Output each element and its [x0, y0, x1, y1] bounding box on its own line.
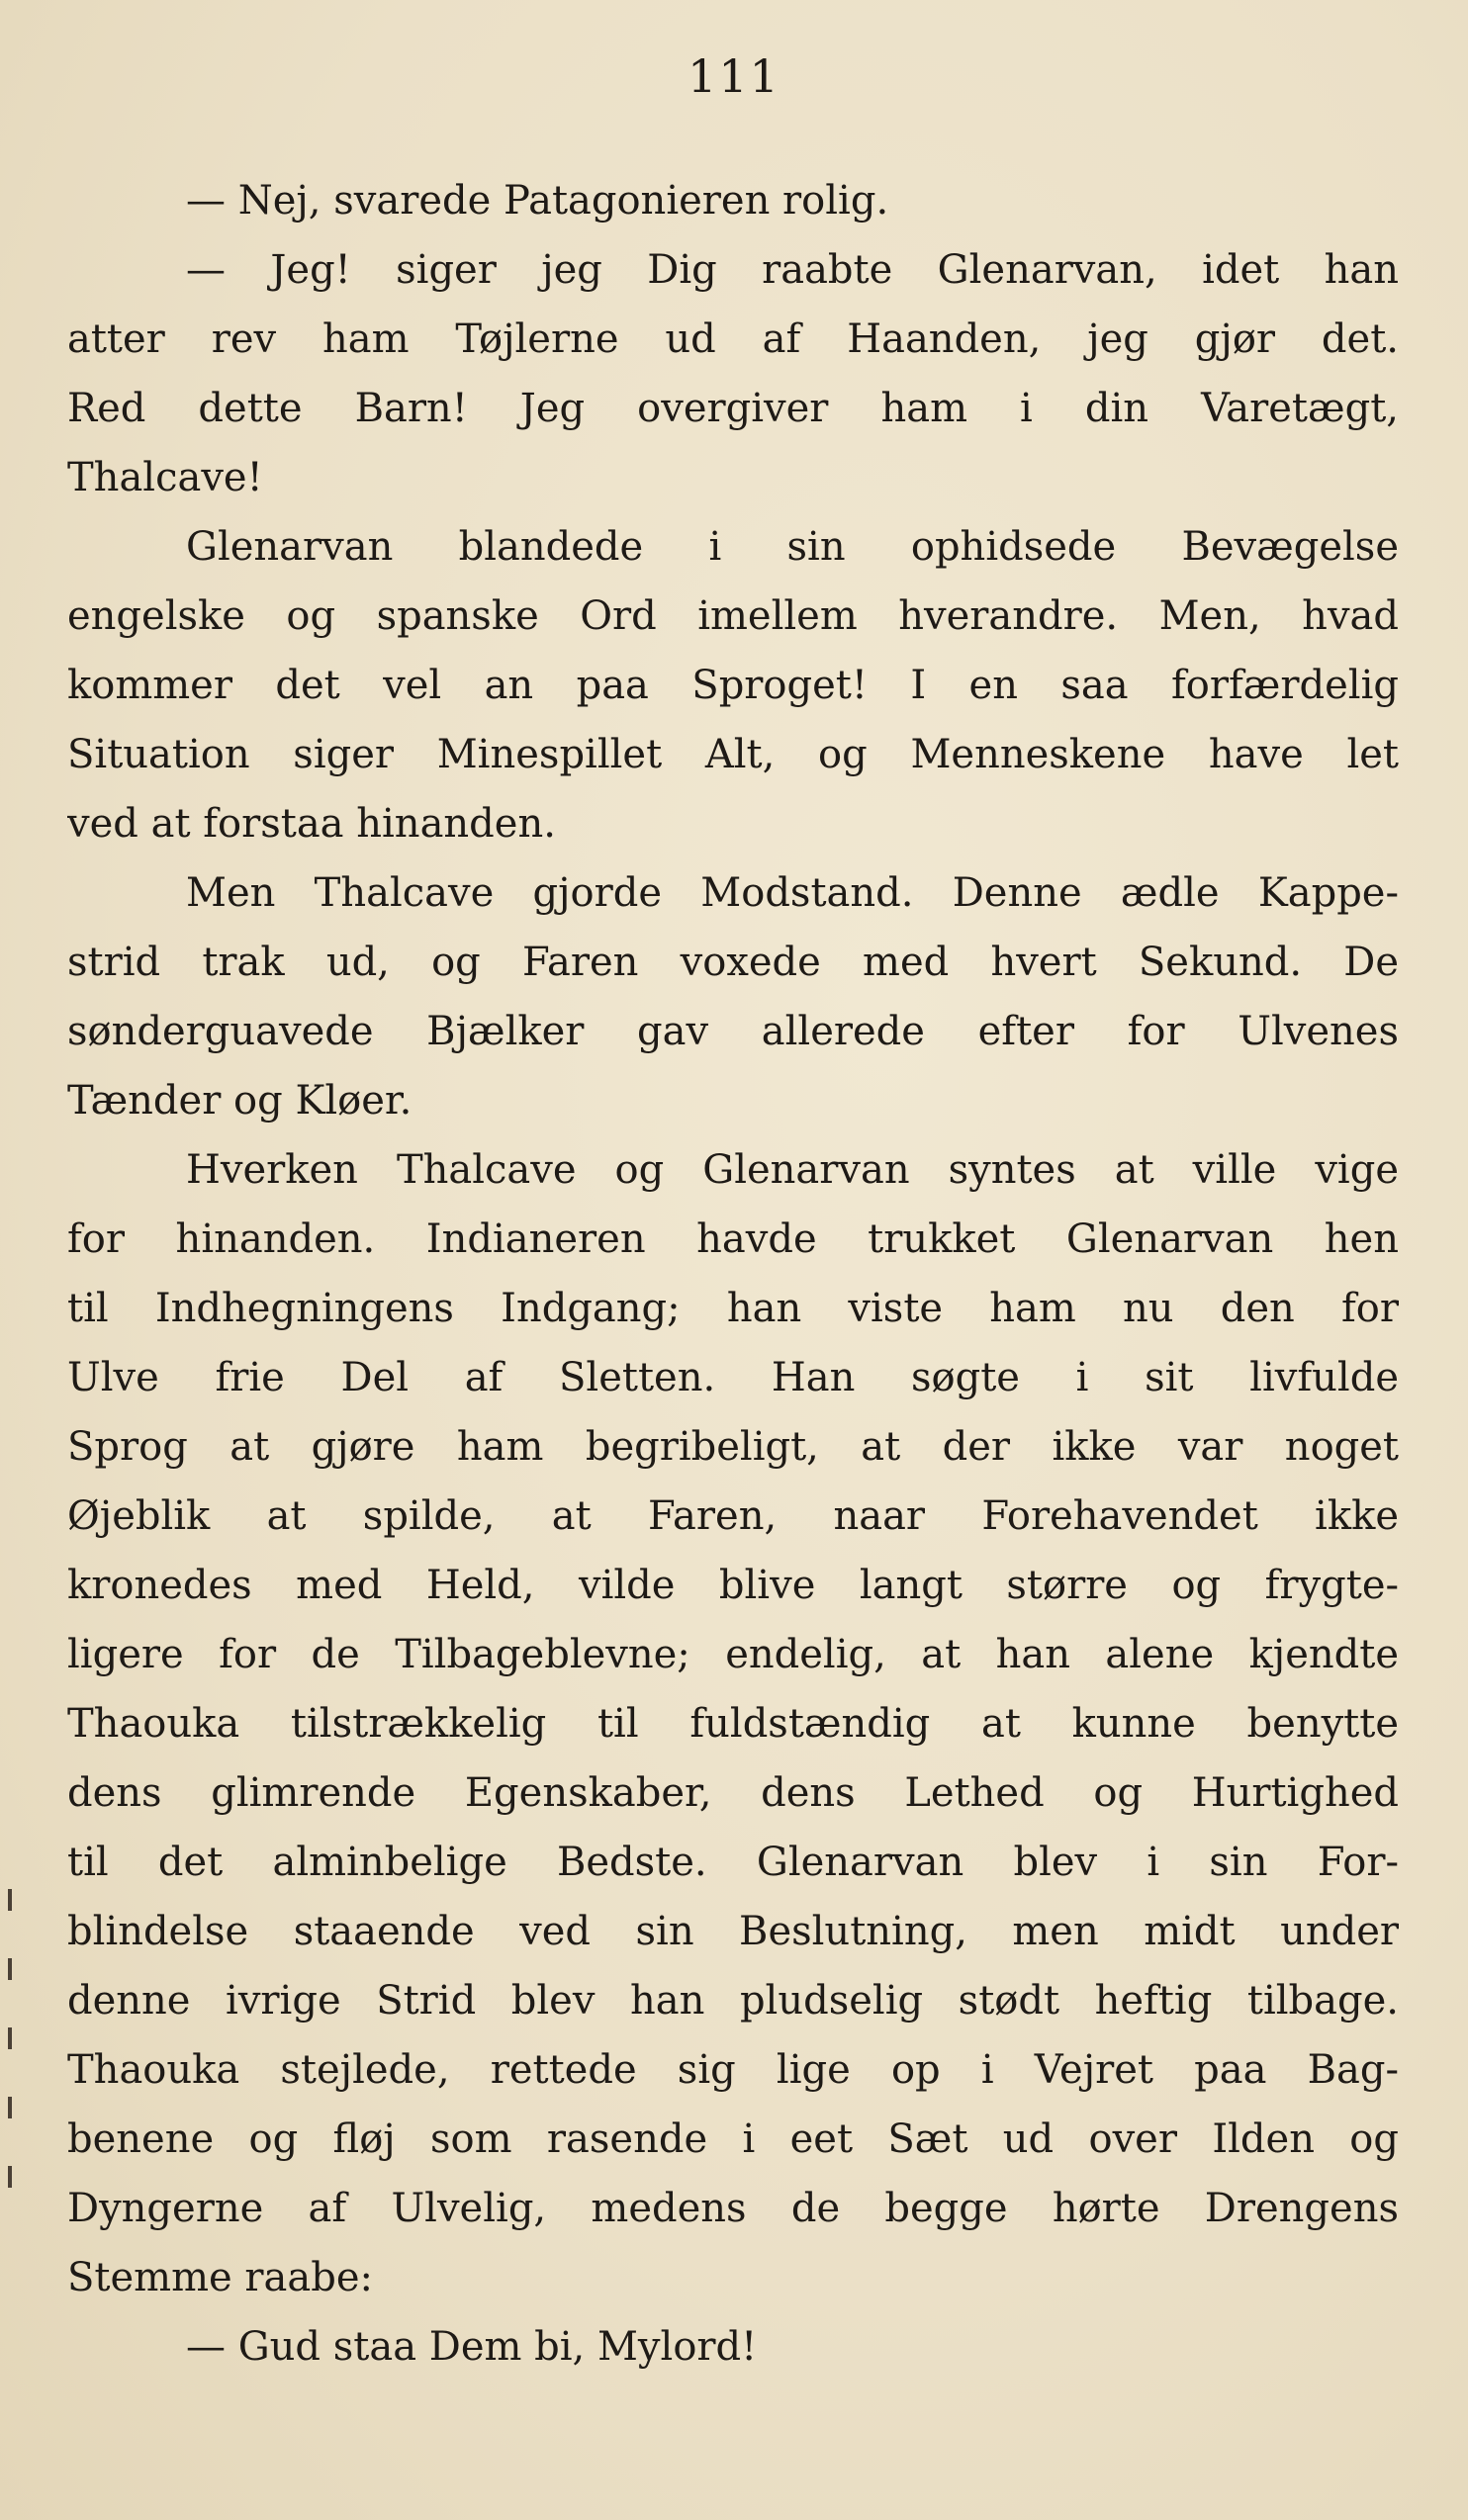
margin-marks — [0, 1879, 40, 2334]
text-line: Men Thalcave gjorde Modstand. Denne ædle Kappe- — [186, 870, 1399, 916]
text-line: atter rev ham Tøjlerne ud af Haanden, jeg gjør det. — [67, 316, 1399, 362]
text-line: benene og fløj som rasende i eet Sæt ud over Ilden og — [67, 2116, 1399, 2162]
text-line: ligere for de Tilbageblevne; endelig, at han alene kjendte — [67, 1632, 1399, 1677]
margin-mark — [8, 2027, 12, 2049]
text-line: Red dette Barn! Jeg overgiver ham i din Varetægt, — [67, 386, 1399, 431]
text-line: Situation siger Minespillet Alt, og Menneskene have let — [67, 732, 1399, 777]
text-line: kommer det vel an paa Sproget! I en saa forfærdelig — [67, 663, 1399, 708]
text-line: sønderguavede Bjælker gav allerede efter for Ulvenes — [67, 1009, 1399, 1054]
text-line: Sprog at gjøre ham begribeligt, at der ikke var noget — [67, 1424, 1399, 1470]
text-line: for hinanden. Indianeren havde trukket Glenarvan hen — [67, 1216, 1399, 1262]
text-line: blindelse staaende ved sin Beslutning, men midt under — [67, 1909, 1399, 1954]
text-line: Tænder og Kløer. — [67, 1078, 413, 1124]
text-line: ved at forstaa hinanden. — [67, 801, 556, 847]
text-line: strid trak ud, og Faren voxede med hvert Sekund. De — [67, 940, 1399, 985]
margin-mark — [8, 2097, 12, 2118]
text-line: Thalcave! — [67, 455, 263, 500]
text-line: Øjeblik at spilde, at Faren, naar Forehavendet ikke — [67, 1493, 1399, 1539]
text-line: — Nej, svarede Patagonieren rolig. — [186, 178, 889, 224]
text-line: — Jeg! siger jeg Dig raabte Glenarvan, idet han — [186, 247, 1399, 293]
text-line: engelske og spanske Ord imellem hverandre. Men, hvad — [67, 593, 1399, 639]
body-text — [67, 166, 1399, 2382]
text-line: Thaouka tilstrækkelig til fuldstændig at kunne benytte — [67, 1701, 1399, 1747]
text-line: Dyngerne af Ulvelig, medens de begge hørte Drengens — [67, 2186, 1399, 2231]
text-line: Stemme raabe: — [67, 2255, 373, 2300]
margin-mark — [8, 1958, 12, 1980]
text-line: til Indhegningens Indgang; han viste ham nu den for — [67, 1286, 1399, 1331]
page-number: 111 — [688, 49, 780, 103]
text-line: til det alminbelige Bedste. Glenarvan blev i sin For- — [67, 1840, 1399, 1885]
text-line: Glenarvan blandede i sin ophidsede Bevægelse — [186, 524, 1399, 570]
text-line: Hverken Thalcave og Glenarvan syntes at ville vige — [186, 1147, 1399, 1193]
margin-mark — [8, 1889, 12, 1911]
text-line: dens glimrende Egenskaber, dens Lethed og Hurtighed — [67, 1770, 1399, 1816]
margin-mark — [8, 2166, 12, 2188]
text-line: Thaouka stejlede, rettede sig lige op i Vejret paa Bag- — [67, 2047, 1399, 2093]
text-line: denne ivrige Strid blev han pludselig stødt heftig tilbage. — [67, 1978, 1399, 2024]
text-line: kronedes med Held, vilde blive langt større og frygte- — [67, 1563, 1399, 1608]
text-line: Ulve frie Del af Sletten. Han søgte i sit livfulde — [67, 1355, 1399, 1400]
text-line: — Gud staa Dem bi, Mylord! — [186, 2324, 758, 2370]
